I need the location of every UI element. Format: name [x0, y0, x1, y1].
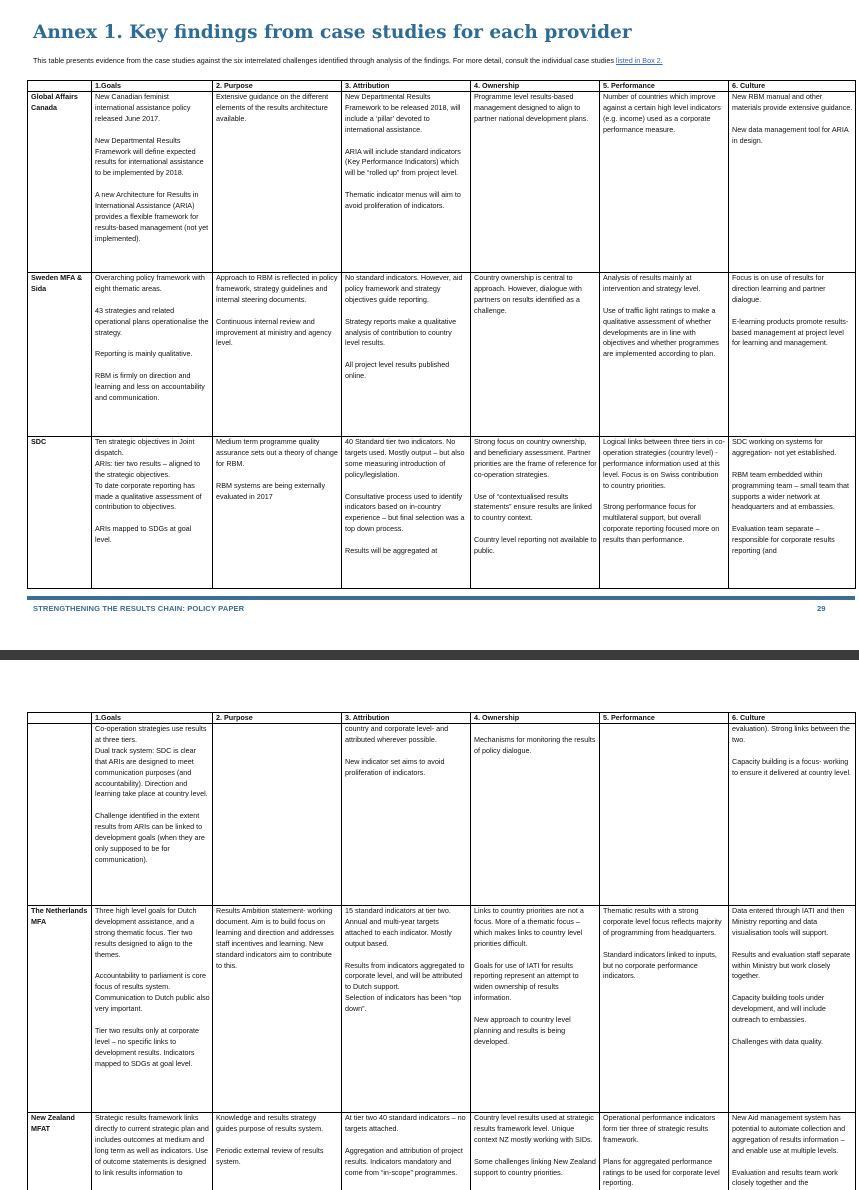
cell-paragraph: Ten strategic objectives in Joint dispatch. ARIs: tier two results – aligned to the strategic objectives. To date corporate reporting has made a qualitative assessment of contribution to objectives.	[95, 437, 202, 512]
table-cell	[92, 1113, 213, 1190]
table-cell	[729, 906, 856, 1113]
cell-paragraph: Programme level results-based management designed to align to partner national development plans.	[474, 92, 589, 123]
cell-paragraph: Consultative process used to identify indicators based on in-country experience – but final selection was a top down process.	[345, 491, 465, 534]
cell-paragraph: Approach to RBM is reflected in policy framework, strategy guidelines and internal steering documents.	[216, 273, 338, 304]
table-cell	[600, 1113, 729, 1190]
cell-paragraph: Mechanisms for monitoring the results of policy dialogue.	[474, 734, 596, 755]
header-performance: 5. Performance	[600, 713, 729, 724]
header-culture: 6. Culture	[729, 81, 856, 92]
header-empty	[28, 713, 92, 724]
cell-paragraph: Logical links between three tiers in co-operation strategies (country level) - performance information used at this level. Focus is on Swiss contribution to country priorities.	[603, 437, 725, 490]
table-cell	[729, 437, 856, 589]
provider-name	[28, 724, 92, 906]
table-cell	[92, 724, 213, 906]
table-cell	[729, 92, 856, 273]
cell-paragraph: All project level results published online.	[345, 360, 450, 381]
cell-paragraph: Extensive guidance on the different elements of the results architecture available.	[216, 92, 329, 123]
cell-paragraph: Overarching policy framework with eight thematic areas.	[95, 273, 205, 293]
table-cell	[342, 906, 471, 1113]
header-ownership: 4. Ownership	[471, 713, 600, 724]
cell-paragraph: Links to country priorities are not a focus. More of a thematic focus – which makes links to country level priorities difficult.	[474, 906, 584, 948]
intro-text	[33, 56, 663, 65]
table-cell	[471, 1113, 600, 1190]
header-attribution: 3. Attribution	[342, 81, 471, 92]
cell-paragraph: Analysis of results mainly at intervention and strategy level.	[603, 273, 701, 293]
table-cell	[92, 92, 213, 273]
cell-paragraph: 15 standard indicators at tier two. Annual and multi-year targets attached to each indicator. Mostly output based.	[345, 906, 452, 948]
header-culture: 6. Culture	[729, 713, 856, 724]
header-performance: 5. Performance	[600, 81, 729, 92]
table-cell	[471, 724, 600, 906]
cell-paragraph: No standard indicators. However, aid policy framework and strategy objectives guide reporting.	[345, 273, 463, 304]
cell-paragraph: Results will be aggregated at	[345, 546, 438, 556]
header-purpose: 2. Purpose	[213, 713, 342, 724]
header-goals: 1.Goals	[92, 81, 213, 92]
header-row	[28, 713, 856, 724]
cell-paragraph: Knowledge and results strategy guides purpose of results system.	[216, 1113, 324, 1133]
table-cell	[92, 437, 213, 589]
cell-paragraph: Strong performance focus for multilateral support, but overall corporate reporting focused more on results than performance.	[603, 502, 720, 545]
cell-paragraph: Operational performance indicators form tier three of strategic results framework.	[603, 1113, 716, 1144]
cell-paragraph: New indicator set aims to avoid proliferation of indicators.	[345, 756, 445, 777]
cell-paragraph: Data entered through IATI and then Ministry reporting and data visualisation tools will support.	[732, 906, 845, 937]
cell-paragraph: Capacity building tools under development, and will include outreach to embassies.	[732, 993, 826, 1025]
cell-paragraph: RBM systems are being externally evaluated in 2017	[216, 480, 326, 501]
cell-paragraph: 40 Standard tier two indicators. No targets used. Mostly output – but also some measuring introduction of policy/legislation.	[345, 437, 465, 479]
header-purpose: 2. Purpose	[213, 81, 342, 92]
header-row	[28, 81, 856, 92]
provider-name: Global Affairs Canada	[28, 92, 92, 273]
table-cell	[213, 724, 342, 906]
cell-paragraph: Thematic indicator menus will aim to avoid proliferation of indicators.	[345, 190, 461, 211]
provider-name: New Zealand MFAT	[28, 1113, 92, 1190]
table-cell	[600, 724, 729, 906]
cell-paragraph: RBM is firmly on direction and learning and less on accountability and communication.	[95, 371, 205, 402]
table-cell	[342, 92, 471, 273]
provider-name: SDC	[28, 437, 92, 589]
cell-paragraph: RBM team embedded within programming team – small team that supports a wider network at headquarters and at embassies.	[732, 469, 850, 512]
cell-paragraph: Periodic external review of results system.	[216, 1145, 324, 1166]
page-two	[0, 660, 859, 1190]
cell-paragraph: Country level reporting not available to public.	[474, 535, 597, 556]
table-row	[28, 437, 856, 589]
table-cell	[213, 92, 342, 273]
cell-paragraph: E-learning products promote results-based management at project level for learning and management.	[732, 316, 849, 348]
cell-paragraph: Thematic results with a strong corporate level focus reflects majority of programming from headquarters.	[603, 906, 722, 937]
table-row	[28, 1113, 856, 1190]
table-cell	[342, 724, 471, 906]
cell-paragraph: Strong focus on country ownership, and beneficiary assessment. Partner priorities are the frame of reference for co-operation strategies.	[474, 437, 597, 479]
cell-paragraph: New Departmental Results Framework to be released 2018, will include a ‘pillar’ devoted to international assistance.	[345, 92, 461, 134]
findings-table-page-one	[27, 80, 856, 589]
cell-paragraph: Plans for aggregated performance ratings to be used for corporate level reporting.	[603, 1156, 720, 1188]
cell-paragraph: country and corporate level- and attributed wherever possible.	[345, 724, 449, 744]
page-number: 29	[817, 604, 826, 613]
cell-paragraph: Some challenges linking New Zealand support to country priorities.	[474, 1156, 596, 1177]
header-empty	[28, 81, 92, 92]
table-cell	[342, 1113, 471, 1190]
cell-paragraph: ARIA will include standard indicators (Key Performance Indicators) which will be “rolled up” from project level.	[345, 146, 461, 178]
cell-paragraph: SDC working on systems for aggregation- not yet established.	[732, 437, 837, 457]
table-cell	[213, 437, 342, 589]
table-cell	[729, 273, 856, 437]
table-cell	[600, 906, 729, 1113]
cell-paragraph: Accountability to parliament is core focus of results system. Communication to Dutch public also very important.	[95, 971, 210, 1014]
page-separator	[0, 650, 859, 660]
table-cell	[471, 273, 600, 437]
table-cell	[471, 906, 600, 1113]
table-row	[28, 906, 856, 1113]
cell-paragraph: Continuous internal review and improvement at ministry and agency level.	[216, 316, 332, 348]
cell-paragraph: evaluation). Strong links between the two.	[732, 724, 850, 744]
cell-paragraph: Aggregation and attribution of project results. Indicators mandatory and come from “in-scope” programmes.	[345, 1145, 463, 1177]
header-goals: 1.Goals	[92, 713, 213, 724]
cell-paragraph: Three high level goals for Dutch development assistance, and a strong thematic focus. Tier two results designed to align to the themes.	[95, 906, 197, 959]
footer-rule	[27, 596, 855, 600]
cell-paragraph: Focus is on use of results for direction learning and partner dialogue.	[732, 273, 826, 304]
header-ownership: 4. Ownership	[471, 81, 600, 92]
cell-paragraph: Co-operation strategies use results at three tiers. Dual track system: SDC is clear that ARIs are designed to meet communication purposes (and accountability). Direction and learning take place at country level.	[95, 724, 208, 799]
table-cell	[729, 1113, 856, 1190]
cell-paragraph: At tier two 40 standard indicators – no targets attached.	[345, 1113, 466, 1133]
table-cell	[600, 273, 729, 437]
cell-paragraph: Tier two results only at corporate level – no specific links to development results. Indicators mapped to SDGs at goal level.	[95, 1025, 199, 1068]
provider-name: The Netherlands MFA	[28, 906, 92, 1113]
table-cell	[342, 273, 471, 437]
table-cell	[600, 437, 729, 589]
cell-paragraph: New approach to country level planning and results is being developed.	[474, 1015, 571, 1046]
cell-paragraph: 43 strategies and related operational plans operationalise the strategy.	[95, 305, 209, 337]
header-attribution: 3. Attribution	[342, 713, 471, 724]
table-row	[28, 724, 856, 906]
table-cell	[213, 273, 342, 437]
cell-paragraph: New RBM manual and other materials provide extensive guidance.	[732, 92, 853, 112]
table-row	[28, 273, 856, 437]
table-cell	[471, 437, 600, 589]
table-cell	[729, 724, 856, 906]
cell-paragraph: Challenges with data quality.	[732, 1036, 823, 1046]
table-cell	[213, 906, 342, 1113]
table-cell	[92, 273, 213, 437]
cell-paragraph: Reporting is mainly qualitative.	[95, 349, 193, 359]
cell-paragraph: Results from indicators aggregated to corporate level, and will be attributed to Dutch support. Selection of indicators has been “top down”.	[345, 960, 465, 1014]
cell-paragraph: Capacity building is a focus- working to ensure it delivered at country level.	[732, 756, 852, 777]
cell-paragraph: Country ownership is central to approach. However, dialogue with partners on results identified as a challenge.	[474, 273, 582, 315]
table-cell	[92, 906, 213, 1113]
footer-title: STRENGTHENING THE RESULTS CHAIN: POLICY PAPER	[33, 604, 245, 613]
box-link[interactable]: listed in Box 2.	[615, 56, 663, 65]
provider-name: Sweden MFA & Sida	[28, 273, 92, 437]
cell-paragraph: Use of traffic light ratings to make a qualitative assessment of whether developments are in line with objectives and whether programmes are implemented according to plan.	[603, 305, 719, 359]
table-cell	[471, 92, 600, 273]
annex-title: Annex 1. Key findings from case studies for each provider	[33, 22, 632, 43]
cell-paragraph: New Canadian feminist international assistance policy released June 2017.	[95, 92, 191, 123]
findings-table-page-two	[27, 712, 856, 1190]
cell-paragraph: Strategic results framework links directly to current strategic plan and includes outcomes at medium and long term as well as indicators. Use of outcome statements is designed to link results information to	[95, 1113, 209, 1177]
cell-paragraph: Number of countries which improve against a certain high level indicators (e.g. income) used as a corporate performance measure.	[603, 92, 721, 134]
table-cell	[342, 437, 471, 589]
cell-paragraph: Strategy reports make a qualitative analysis of contribution to country level results.	[345, 316, 457, 348]
cell-paragraph: Evaluation team separate – responsible for corporate results reporting (and	[732, 524, 835, 556]
cell-paragraph: Country level results used at strategic results framework level. Unique context NZ mostly working with SIDs.	[474, 1113, 594, 1144]
table-row	[28, 92, 856, 273]
cell-paragraph: Challenge identified in the extent results from ARIs can be linked to development goals (when they are only supposed to be for communication).	[95, 811, 205, 864]
cell-paragraph: Results Ambition statement- working document. Aim is to build focus on learning and direction and addresses staff incentives and learning. New standard indicators aim to contribute to this.	[216, 906, 334, 970]
cell-paragraph: Standard indicators linked to inputs, but no corporate performance indicators.	[603, 949, 717, 981]
cell-paragraph: New Departmental Results Framework will define expected results for international assistance to be implemented by 2018.	[95, 135, 204, 178]
cell-paragraph: Results and evaluation staff separate within Ministry but work closely together.	[732, 949, 851, 981]
table-cell	[213, 1113, 342, 1190]
cell-paragraph: Goals for use of IATI for results reporting represent an attempt to widen ownership of results information.	[474, 960, 579, 1003]
cell-paragraph: Medium term programme quality assurance sets out a theory of change for RBM.	[216, 437, 338, 468]
table-cell	[600, 92, 729, 273]
cell-paragraph: Evaluation and results team work closely together and the	[732, 1167, 838, 1188]
cell-paragraph: ARIs mapped to SDGs at goal level.	[95, 524, 192, 545]
cell-paragraph: Use of “contextualised results statements” ensure results are linked to country context.	[474, 491, 592, 523]
intro-body: This table presents evidence from the case studies against the six interrelated challenges identified through analysis of the findings. For more detail, consult the individual case studies	[33, 56, 616, 65]
cell-paragraph: New data management tool for ARIA in design.	[732, 124, 849, 145]
cell-paragraph: A new Architecture for Results in International Assistance (ARIA) provides a flexible framework for results-based management (not yet implemented).	[95, 190, 209, 243]
cell-paragraph: New Aid management system has potential to automate collection and aggregation of results information – and enable use at multiple levels.	[732, 1113, 846, 1155]
